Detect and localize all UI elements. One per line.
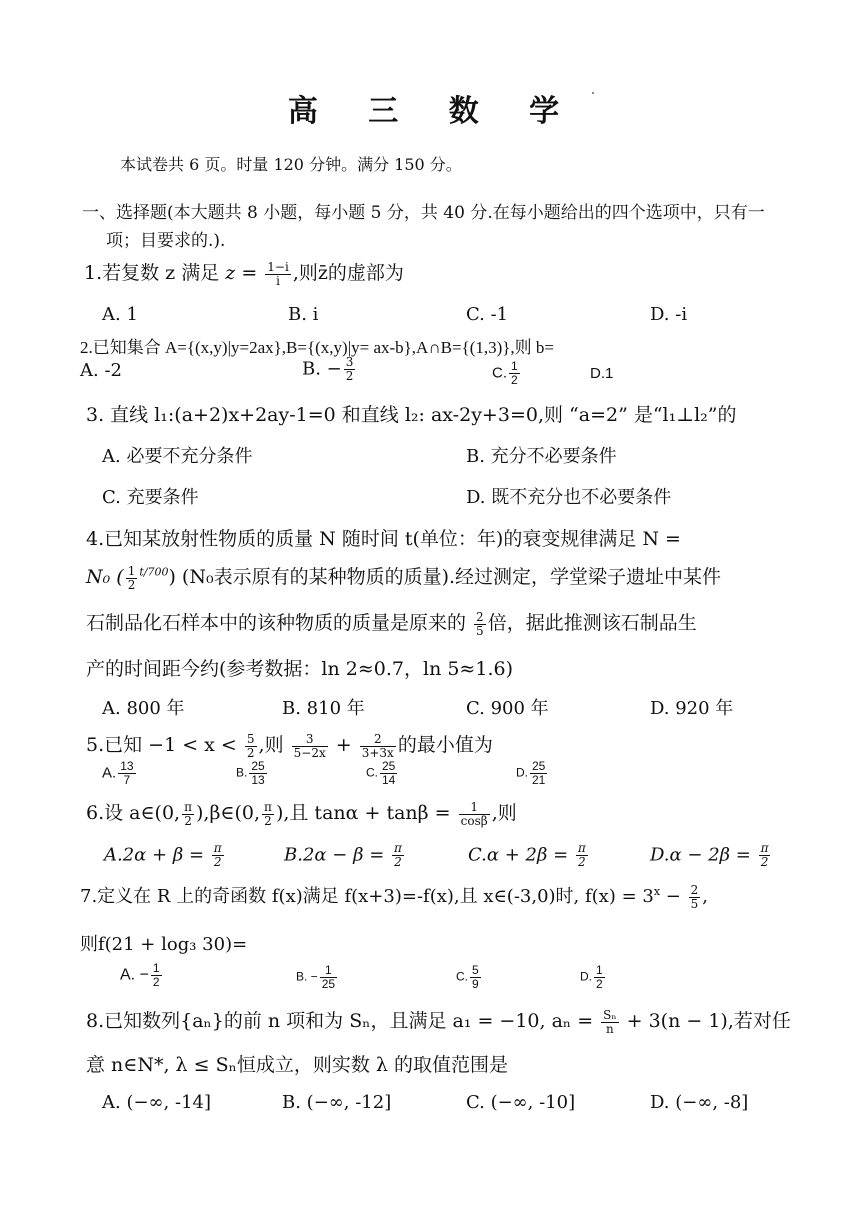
section-heading-cont: 项；目要求的.).: [106, 231, 226, 251]
question-5-stem: 5.已知 −1 < x < $\frac{5}{2}$ ,则 $\frac{3}{5-2x}$ + $\frac{2}{3+3x}$ 的最小值为: [86, 731, 493, 760]
q6-option-c: C.α + 2β = $\frac{\pi}{2}$: [468, 841, 586, 869]
q6-option-b: B.2α − β = $\frac{\pi}{2}$: [284, 841, 402, 869]
q5-option-c: C. $\frac{25}{14}$: [366, 759, 396, 787]
q1-option-d: D. -i: [650, 304, 688, 325]
q3-option-d: D. 既不充分也不必要条件: [466, 487, 672, 508]
question-6-stem: 6.设 a∈(0, $\frac{\pi}{2}$ ),β∈(0, $\frac{\pi}{2}$ ),且 tanα + tanβ = $\frac{1}{\cos\beta}$ ,则: [86, 799, 517, 828]
q7-option-c: C. $\frac{5}{9}$: [456, 963, 479, 991]
question-1-stem: 1.若复数 z 满足 z = $\frac{1-i}{i}$ ,则z̄的虚部为: [84, 259, 404, 288]
q4-option-b: B. 810 年: [282, 698, 365, 719]
q2-option-a: A. -2: [80, 360, 122, 381]
q5-option-a: A. $\frac{13}{7}$: [102, 759, 134, 787]
q4-option-a: A. 800 年: [102, 698, 185, 719]
question-4-line-1: 4.已知某放射性物质的质量 N 随时间 t(单位：年)的衰变规律满足 N =: [86, 528, 681, 550]
section-heading: 一、选择题(本大题共 8 小题，每小题 5 分，共 40 分.在每小题给出的四个选项中，只有一: [82, 203, 765, 223]
q4-option-c: C. 900 年: [466, 698, 549, 719]
q5-option-d: D. $\frac{25}{21}$: [516, 759, 546, 787]
q7-option-a: A. − $\frac{1}{2}$: [120, 961, 160, 989]
q3-option-a: A. 必要不充分条件: [102, 446, 253, 467]
question-2-stem: 2.已知集合 A={(x,y)|y=2ax},B={(x,y)|y= ax-b},A∩B={(1,3)},则 b=: [80, 338, 555, 357]
q7-option-d: D. $\frac{1}{2}$: [580, 963, 603, 991]
q1-option-a: A. 1: [102, 304, 138, 325]
q2-option-c: C. $\frac{1}{2}$: [492, 359, 518, 387]
question-8-line-1: 8.已知数列{aₙ}的前 n 项和为 Sₙ，且满足 a₁ = −10, aₙ = $\frac{\text{Sₙ}}{n}$ + 3(n − 1),若对任: [86, 1007, 791, 1036]
question-3-stem: 3. 直线 l₁:(a+2)x+2ay-1=0 和直线 l₂: ax-2y+3=0,则 “a=2” 是“l₁⊥l₂”的: [86, 404, 737, 426]
question-7-line-1: 7.定义在 R 上的奇函数 f(x)满足 f(x+3)=-f(x),且 x∈(-3,0)时, $f(x) = 3^x$ − $\frac{2}{5}$ ,: [80, 882, 708, 911]
page-title: 高 三 数 学: [287, 94, 580, 129]
q8-option-a: A. (−∞, -14]: [102, 1092, 211, 1113]
q2-option-b: B. − $\frac{3}{2}$: [302, 355, 354, 383]
question-4-line-4: 产的时间距今约(参考数据：ln 2≈0.7，ln 5≈1.6): [86, 658, 513, 680]
q6-option-d: D.α − 2β = $\frac{\pi}{2}$: [650, 841, 769, 869]
question-7-line-2: 则f(21 + log₃ 30)=: [80, 934, 248, 955]
question-4-line-2: N₀ ( $\frac{1}{2}$ $^{t/700}$) (N₀表示原有的某种物质的质量).经过测定，学堂梁子遗址中某件: [86, 563, 722, 592]
q3-option-c: C. 充要条件: [102, 487, 199, 508]
q8-option-b: B. (−∞, -12]: [282, 1092, 392, 1113]
q6-option-a: A.2α + β = $\frac{\pi}{2}$: [104, 841, 222, 869]
exam-info: 本试卷共 6 页。时量 120 分钟。满分 150 分。: [120, 155, 462, 174]
q8-option-d: D. (−∞, -8]: [650, 1092, 749, 1113]
q4-option-d: D. 920 年: [650, 698, 734, 719]
q2-option-d: D.1: [590, 365, 614, 382]
q5-option-b: B. $\frac{25}{13}$: [236, 759, 265, 787]
q7-option-b: B. − $\frac{1}{25}$: [296, 963, 336, 991]
question-4-line-3: 石制品化石样本中的该种物质的质量是原来的 $\frac{2}{5}$ 倍，据此推测该石制品生: [86, 609, 697, 638]
question-8-line-2: 意 n∈N*, λ ≤ Sₙ恒成立，则实数 λ 的取值范围是: [86, 1054, 508, 1076]
q8-option-c: C. (−∞, -10]: [466, 1092, 576, 1113]
q3-option-b: B. 充分不必要条件: [466, 446, 617, 467]
q1-option-c: C. -1: [466, 304, 509, 325]
q1-option-b: B. i: [288, 304, 319, 325]
